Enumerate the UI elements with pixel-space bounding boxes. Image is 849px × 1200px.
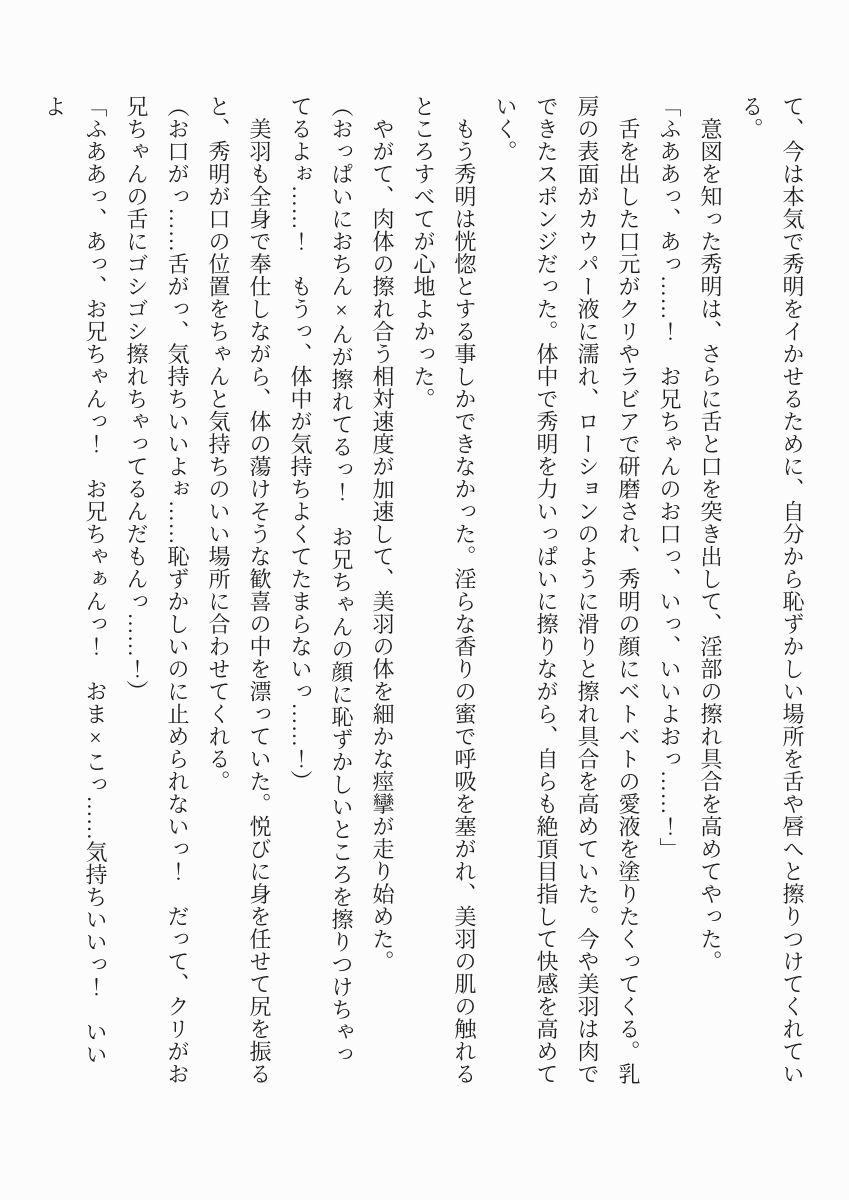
paragraph-6: やがて、肉体の擦れ合う相対速度が加速して、美羽の体を細かな痙攣が走り始めた。 <box>370 95 395 973</box>
body-text <box>34 95 813 1086</box>
paragraph-9: （お口がっ……舌がっ、気持ちいいよぉ……恥ずかしいのに止められないっ！ だって、クリがお兄ちゃんの舌にゴシゴシ擦れちゃってるんだもんっ……！） <box>124 95 190 1085</box>
paragraph-8: 美羽も全身で奉仕しながら、体の蕩けそうな歓喜の中を漂っていた。悦びに身を任せて尻を振ると、秀明が口の位置をちゃんと気持ちのいい場所に合わせてくれる。 <box>206 95 272 1085</box>
paragraph-5: もう秀明は恍惚とする事しかできなかった。淫らな香りの蜜で呼吸を塞がれ、美羽の肌の触れるところすべてが心地よかった。 <box>411 95 477 1085</box>
paragraph-4: 舌を出した口元がクリやラビアで研磨され、秀明の顔にベトベトの愛液を塗りたくってくる。乳房の表面がカウパー液に濡れ、ローションのように滑りと擦れ具合を高めていた。今や美羽は肉でできたスポンジだった。体中で秀明を力いっぱいに擦りながら、自らも絶頂目指して快感を高めていく。 <box>493 95 641 1085</box>
paragraph-2: 意図を知った秀明は、さらに舌と口を突き出して、淫部の擦れ具合を高めてやった。 <box>698 95 723 973</box>
paragraph-3: 「ふああっ、あっ……！ お兄ちゃんのお口っ、いっ、いいよおっ……！」 <box>657 95 682 860</box>
paragraph-10: 「ふああっ、あっ、お兄ちゃんっ！ お兄ちゃぁんっ！ おま×こっ……気持ちいいっ！ いいよ <box>42 95 108 1066</box>
paragraph-7: （おっぱいにおちん×んが擦れてるっ！ お兄ちゃんの顔に恥ずかしいところを擦りつけちゃってるよぉ……！ もうっ、体中が気持ちよくてたまらないっ……！） <box>288 95 354 1066</box>
paragraph-1: て、今は本気で秀明をイかせるために、自分から恥ずかしい場所を舌や唇へと擦りつけてくれている。 <box>739 95 805 1085</box>
